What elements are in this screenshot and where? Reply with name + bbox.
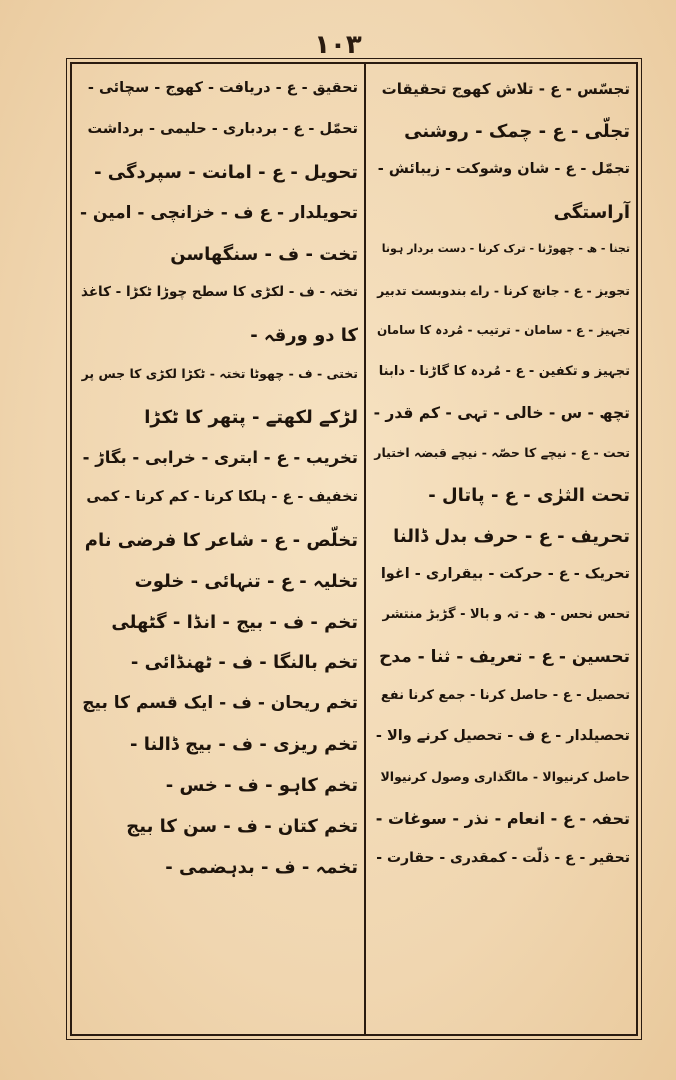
dictionary-entry: تجویز - ع - جانچ کرنا - راے بندوبست تدبیر bbox=[377, 282, 630, 298]
dictionary-entry: تجنا - ھ - چھوڑنا - ترک کرنا - دست بردار ہونا bbox=[381, 242, 630, 255]
dictionary-entry: تحصیلدار - ع ف - تحصیل کرنے والا - bbox=[375, 728, 630, 744]
dictionary-entry: تحس نحس - ھ - تہ و بالا - گڑبڑ منتشر bbox=[382, 606, 630, 622]
dictionary-entry: تجسّس - ع - تلاش کھوج تحقیقات bbox=[381, 80, 630, 98]
left-column bbox=[80, 80, 358, 898]
dictionary-entry: تحسین - ع - تعریف - ثنا - مدح bbox=[379, 647, 630, 667]
dictionary-entry: تحریک - ع - حرکت - بیقراری - اغوا bbox=[380, 566, 630, 582]
dictionary-entry: تجہیز - ع - سامان - ترتیب - مُردہ کا سامان bbox=[376, 323, 630, 337]
dictionary-entry: تخریب - ع - ابتری - خرابی - بگاڑ - bbox=[82, 448, 358, 468]
dictionary-entry: تحقیر - ع - ذلّت - کمقدری - حقارت - bbox=[376, 849, 630, 866]
dictionary-entry: تحقیق - ع - دریافت - کھوج - سچائی - bbox=[87, 80, 358, 96]
dictionary-entry: کا دو ورقہ - bbox=[250, 325, 358, 347]
page-number: ١٠٣ bbox=[314, 30, 362, 60]
dictionary-entry: تحت - ع - نیچے کا حصّہ - نیچے قبضہ اختیار bbox=[374, 444, 630, 460]
dictionary-entry: حاصل کرنیوالا - مالگذاری وصول کرنیوالا bbox=[380, 768, 630, 784]
dictionary-entry: تخم بالنگا - ف - ٹھنڈائی - bbox=[130, 652, 358, 674]
dictionary-entry: آراستگی bbox=[553, 201, 630, 223]
dictionary-entry: تحفہ - ع - انعام - نذر - سوغات - bbox=[375, 809, 630, 828]
dictionary-entry: تختہ - ف - لکڑی کا سطح چوڑا ٹکڑا - کاغذ bbox=[81, 284, 358, 301]
dictionary-entry: تحریف - ع - حرف بدل ڈالنا bbox=[393, 525, 630, 547]
dictionary-entry: تجہیز و تکفین - ع - مُردہ کا گاڑنا - دابنا bbox=[378, 363, 630, 379]
dictionary-entry: تحویلدار - ع ف - خزانچی - امین - bbox=[79, 202, 358, 223]
dictionary-entry: تخت - ف - سنگھاسن bbox=[170, 243, 358, 265]
dictionary-entry: تخلّص - ع - شاعر کا فرضی نام bbox=[84, 529, 358, 551]
dictionary-entry: تجمّل - ع - شان وشوکت - زیبائش - bbox=[377, 161, 630, 177]
dictionary-entry: تخم - ف - بیج - انڈا - گٹھلی bbox=[111, 611, 358, 633]
dictionary-entry: تخم کاہو - ف - خس - bbox=[165, 775, 358, 797]
dictionary-entry: تحصیل - ع - حاصل کرنا - جمع کرنا نفع bbox=[380, 687, 630, 703]
dictionary-entry: تخفیف - ع - ہلکا کرنا - کم کرنا - کمی bbox=[86, 488, 358, 505]
dictionary-entry: تجلّی - ع - چمک - روشنی bbox=[404, 120, 630, 142]
column-divider bbox=[364, 62, 366, 1036]
dictionary-entry: تخمہ - ف - بدہضمی - bbox=[165, 856, 358, 878]
dictionary-entry: تخم ریزی - ف - بیج ڈالنا - bbox=[130, 734, 358, 756]
dictionary-entry: تحت الثرٰی - ع - پاتال - bbox=[428, 485, 630, 506]
dictionary-entry: تخم ریحان - ف - ایک قسم کا بیج bbox=[82, 693, 358, 714]
dictionary-entry: تحویل - ع - امانت - سپردگی - bbox=[94, 161, 358, 183]
dictionary-entry: تچھ - س - خالی - تہی - کم قدر - bbox=[373, 404, 630, 422]
dictionary-entry: تخلیہ - ع - تنہائی - خلوت bbox=[134, 570, 358, 592]
dictionary-entry: لڑکے لکھتے - پتھر کا ٹکڑا bbox=[144, 407, 358, 429]
dictionary-entry: تحمّل - ع - بردباری - حلیمی - برداشت bbox=[87, 120, 358, 137]
dictionary-entry: تختی - ف - چھوٹا تختہ - ٹکڑا لکڑی کا جس پر bbox=[81, 366, 358, 382]
right-column bbox=[374, 80, 630, 890]
dictionary-entry: تخم کتان - ف - سن کا بیج bbox=[126, 816, 358, 838]
